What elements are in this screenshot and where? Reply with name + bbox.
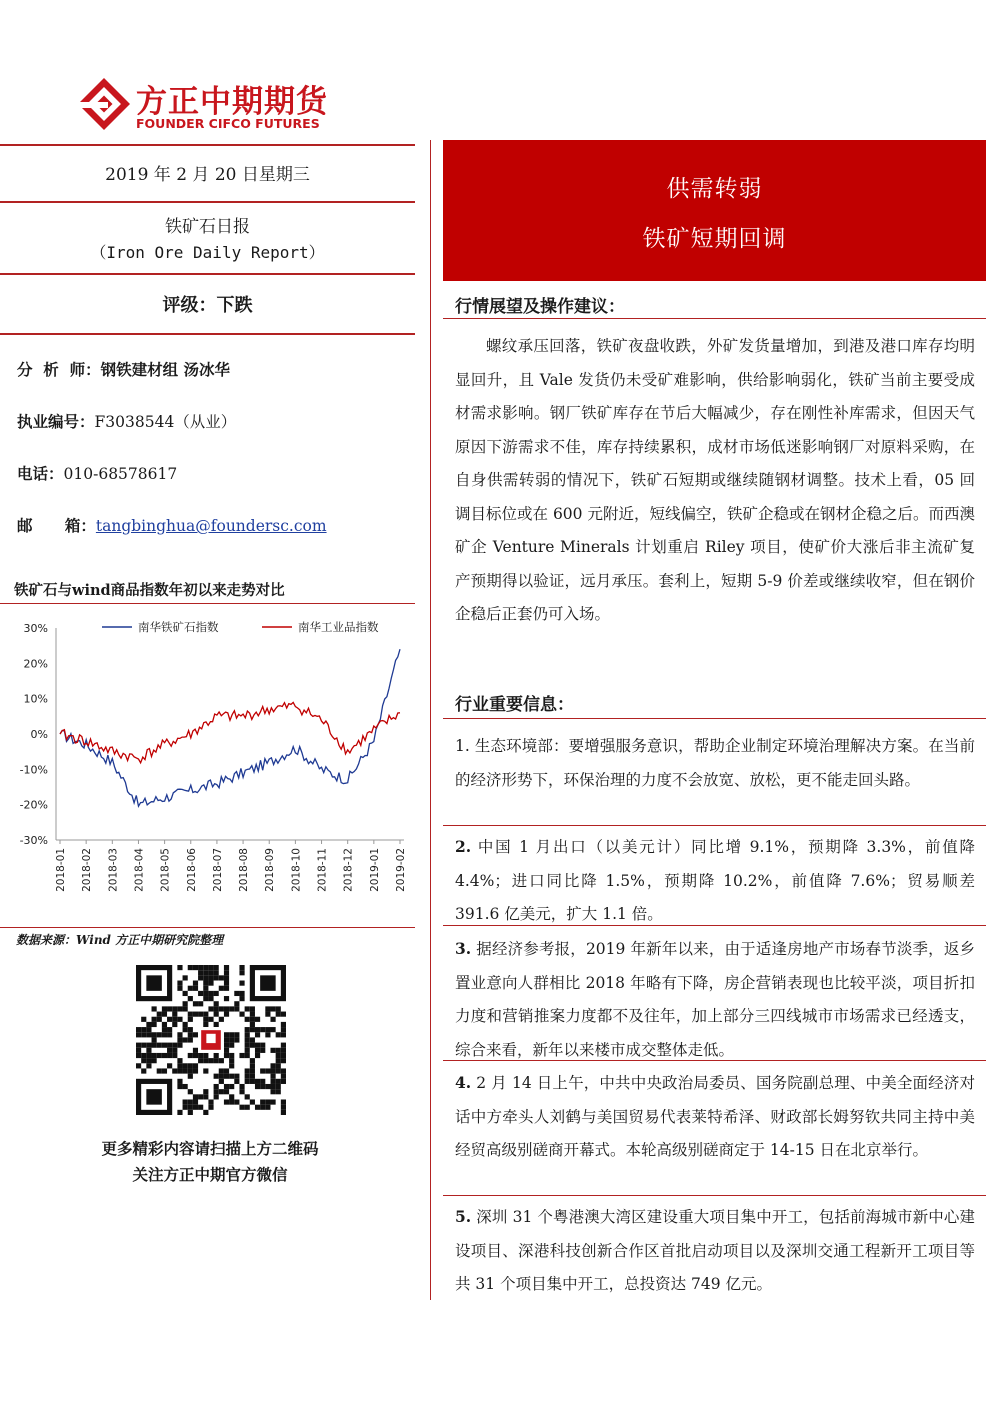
- phone: [17, 462, 177, 484]
- y-tick-label: 30%: [23, 622, 48, 635]
- y-tick-label: -20%: [19, 798, 48, 812]
- x-tick-label: 2018-10: [290, 848, 303, 892]
- x-tick-label: 2019-02: [395, 848, 407, 892]
- x-tick-label: 2018-07: [211, 848, 224, 892]
- x-tick-label: 2019-01: [368, 848, 381, 892]
- divider: [443, 1060, 986, 1061]
- legend-label: 南华铁矿石指数: [138, 620, 219, 634]
- phone-value: 010-68578617: [63, 465, 178, 483]
- x-tick-label: 2018-02: [81, 848, 94, 892]
- divider: [443, 925, 986, 926]
- report-title-en: （Iron Ore Daily Report）: [90, 243, 325, 262]
- x-tick-label: 2018-05: [159, 848, 172, 892]
- news-num: 2.: [455, 837, 472, 856]
- news-text: 深圳 31 个粤港澳大湾区建设重大项目集中开工，包括前海城市新中心建设项目、深港科技创新合作区首批启动项目以及深圳交通工程新开工项目等共 31 个项目集中开工，总投资达 749 亿元。: [455, 1208, 975, 1293]
- headline-line-2: 铁矿短期回调: [642, 226, 787, 252]
- divider: [443, 825, 986, 826]
- x-tick-label: 2018-11: [316, 848, 329, 892]
- founder-logo-icon: [78, 78, 130, 130]
- news-num: 1.: [455, 737, 470, 755]
- divider: [0, 927, 415, 928]
- x-tick-label: 2018-01: [55, 848, 67, 892]
- y-tick-label: -30%: [19, 834, 48, 847]
- analyst-label: 分 析 师：: [17, 360, 101, 379]
- outlook-heading: 行情展望及操作建议：: [455, 297, 625, 317]
- iron-ore-index-line: [60, 649, 400, 806]
- company-logo: [78, 78, 368, 136]
- x-tick-label: 2018-06: [185, 848, 198, 892]
- line-chart: [14, 608, 416, 898]
- divider: [443, 718, 986, 719]
- news-text: 据经济参考报，2019 年新年以来，由于适逢房地产市场春节淡季，返乡置业意向人群相比 2018 年略有下降，房企营销表现也比较平淡，项目折扣力度和营销推案力度都不及往年，加上部分三四线城市市场需求已经透支，综合来看，新年以来楼市成交整体走低。: [455, 940, 975, 1059]
- email-link[interactable]: tangbinghua@foundersc.com: [95, 517, 327, 535]
- news-num: 5.: [455, 1207, 472, 1226]
- divider: [0, 333, 415, 335]
- report-date: 2019 年 2 月 20 日星期三: [105, 165, 310, 185]
- news-item-3: [455, 932, 975, 1067]
- logo-cn-text: 方正中期期货: [136, 84, 328, 120]
- divider: [0, 273, 415, 275]
- column-divider: [430, 140, 431, 1300]
- y-tick-label: -10%: [19, 763, 48, 777]
- qr-caption-1: 更多精彩内容请扫描上方二维码: [101, 1139, 319, 1158]
- x-tick-label: 2018-09: [264, 848, 277, 892]
- x-tick-label: 2018-03: [107, 848, 120, 892]
- news-item-5: [455, 1200, 975, 1302]
- email-label: 邮 箱：: [17, 516, 96, 535]
- x-tick-label: 2018-12: [342, 848, 355, 892]
- qr-caption-2: 关注方正中期官方微信: [132, 1165, 288, 1184]
- logo-en-text: FOUNDER CIFCO FUTURES: [136, 116, 320, 131]
- phone-label: 电话：: [17, 464, 64, 483]
- qr-code-icon[interactable]: [136, 965, 286, 1115]
- news-text: 生态环境部：要增强服务意识，帮助企业制定环境治理解决方案。在当前的经济形势下，环保治理的力度不会放宽、放松，更不能走回头路。: [455, 737, 975, 789]
- data-source: 数据来源：Wind 方正中期研究院整理: [16, 933, 224, 947]
- divider: [0, 603, 415, 604]
- rating-label: 评级：: [162, 295, 217, 316]
- analyst-name: [17, 358, 230, 380]
- divider: [0, 144, 415, 146]
- chart-title: 铁矿石与wind商品指数年初以来走势对比: [14, 582, 285, 599]
- news-text: 中国 1 月出口（以美元计）同比增 9.1%，预期降 3.3%，前值降 4.4%；进口同比降 1.5%，预期降 10.2%，前值降 7.6%；贸易顺差 391.6 亿美元，扩大 1.1 倍。: [455, 838, 975, 923]
- headline-line-1: 供需转弱: [666, 176, 763, 202]
- divider: [443, 318, 986, 319]
- y-tick-label: 0%: [30, 728, 48, 741]
- divider: [0, 201, 415, 203]
- news-text: 2 月 14 日上午，中共中央政治局委员、国务院副总理、中美全面经济对话中方牵头人刘鹤与美国贸易代表莱特希泽、财政部长姆努钦共同主持中美经贸高级别磋商开幕式。本轮高级别磋商定于 14-15 日在北京举行。: [455, 1074, 975, 1159]
- analyst-value: 钢铁建材组 汤冰华: [100, 360, 230, 379]
- news-item-2: [455, 830, 975, 932]
- headline-banner: [443, 140, 986, 281]
- rating: [0, 291, 415, 317]
- rating-value: 下跌: [216, 295, 253, 316]
- news-num: 4.: [455, 1073, 472, 1092]
- news-num: 3.: [455, 939, 472, 958]
- legend-label: 南华工业品指数: [298, 620, 379, 634]
- y-tick-label: 20%: [23, 657, 48, 671]
- news-item-4: [455, 1066, 975, 1168]
- license-value: F3038544（从业）: [94, 413, 237, 431]
- news-item-1: [455, 730, 975, 797]
- divider: [443, 1195, 986, 1196]
- license-label: 执业编号：: [17, 412, 95, 431]
- x-tick-label: 2018-04: [133, 848, 146, 892]
- report-title: 铁矿石日报: [165, 217, 250, 237]
- x-tick-label: 2018-08: [238, 848, 251, 892]
- industrial-index-line: [60, 702, 400, 762]
- news-heading: 行业重要信息：: [455, 695, 574, 715]
- license-number: [17, 410, 236, 432]
- email: [17, 514, 327, 536]
- outlook-text: 螺纹承压回落，铁矿夜盘收跌，外矿发货量增加，到港及港口库存均明显回升，且 Vale 发货仍未受矿难影响，供给影响弱化，铁矿当前主要受成材需求影响。钢厂铁矿库存在节后大幅减少，存在刚性补库需求，但因天气原因下游需求不佳，库存持续累积，成材市场低迷影响钢厂对原料采购，在自身供需转弱的情况下，铁矿石短期或继续随钢材调整。技术上看，05 回调目标位或在 600 元附近，短线偏空，铁矿企稳或在钢材企稳之后。而西澳矿企 Venture Minerals 计划重启 Riley 项目，使矿价大涨后非主流矿复产预期得以验证，远月承压。套利上，短期 5-9 价差或继续收窄，但在钢价企稳后正套仍可入场。: [455, 337, 975, 623]
- y-tick-label: 10%: [23, 692, 48, 706]
